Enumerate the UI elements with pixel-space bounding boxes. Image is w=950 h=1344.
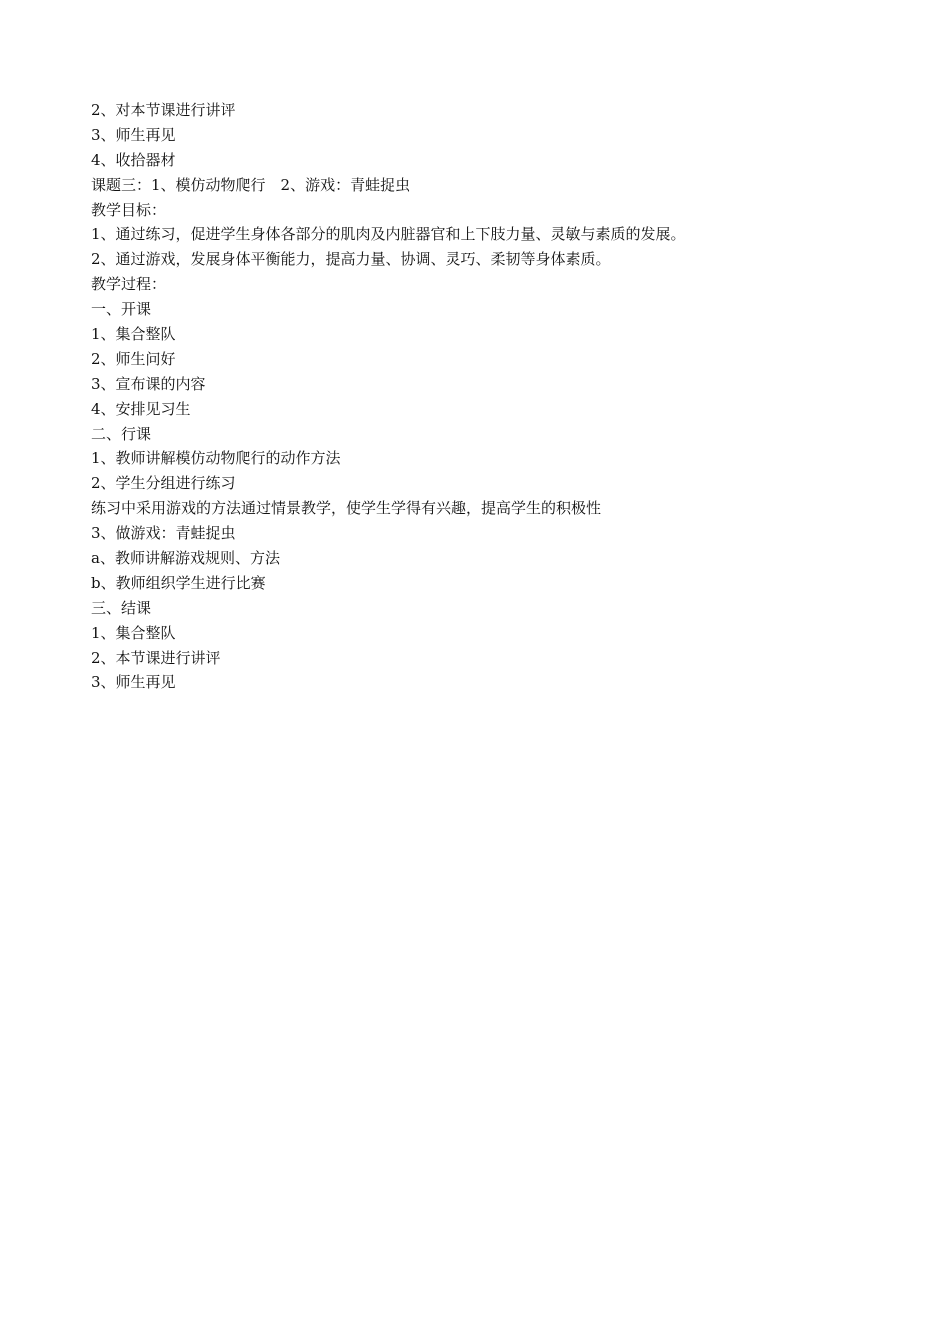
section-heading: 三、结课: [91, 598, 152, 617]
text-line: 1、通过练习，促进学生身体各部分的肌肉及内脏器官和上下肢力量、灵敏与素质的发展。: [91, 225, 686, 244]
text-line: 2、学生分组进行练习: [91, 474, 236, 493]
text-line: 4、收拾器材: [91, 150, 176, 169]
text-line: 4、安排见习生: [91, 399, 191, 418]
text-line: 2、对本节课进行讲评: [91, 101, 236, 119]
text-line: 2、师生问好: [91, 349, 176, 368]
section-heading: 一、开课: [91, 300, 152, 319]
text-line: 1、集合整队: [91, 325, 176, 344]
text-line: 练习中采用游戏的方法通过情景教学，使学生学得有兴趣，提高学生的积极性: [91, 499, 602, 518]
text-line: 2、本节课进行讲评: [91, 648, 221, 667]
text-line: 1、教师讲解模仿动物爬行的动作方法: [91, 449, 341, 468]
text-line: 3、宣布课的内容: [91, 374, 206, 393]
text-line: b、教师组织学生进行比赛: [91, 573, 266, 592]
text-line: 1、集合整队: [91, 623, 176, 642]
text-line: 3、师生再见: [91, 673, 176, 692]
text-line: a、教师讲解游戏规则、方法: [91, 549, 280, 568]
document-body: [91, 98, 871, 695]
section-heading: 二、行课: [91, 424, 152, 443]
text-line: 3、做游戏：青蛙捉虫: [91, 524, 236, 543]
section-heading: 教学过程：: [91, 275, 167, 294]
text-line: 2、通过游戏，发展身体平衡能力，提高力量、协调、灵巧、柔韧等身体素质。: [91, 250, 611, 269]
section-heading: 教学目标：: [91, 200, 167, 219]
text-line: 3、师生再见: [91, 125, 176, 144]
lesson-title: 课题三：1、模仿动物爬行 2、游戏：青蛙捉虫: [91, 175, 411, 194]
